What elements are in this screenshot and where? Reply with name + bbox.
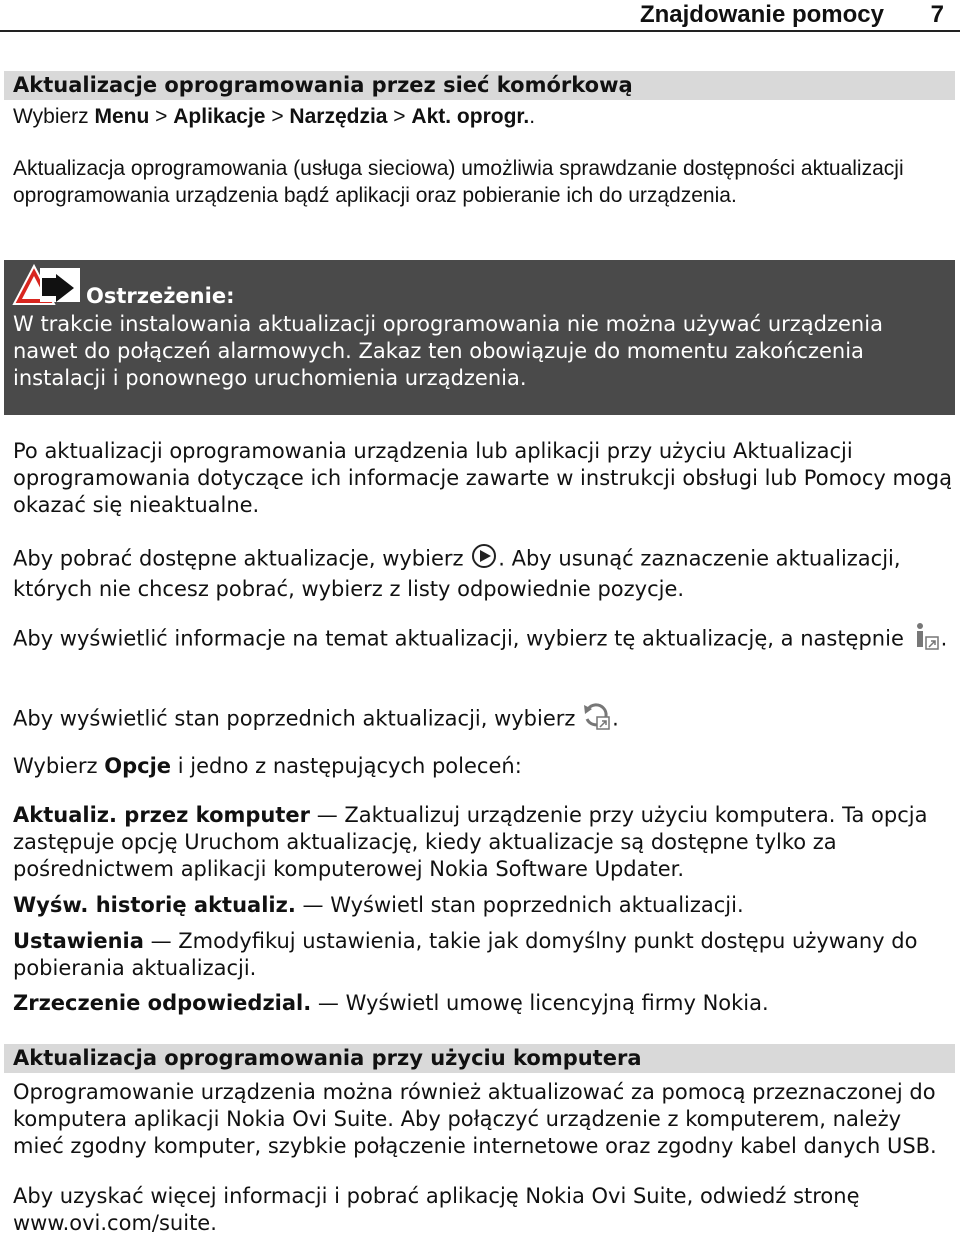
dash: — [316,803,338,827]
warning-box [4,260,955,415]
paragraph-update-info [13,621,953,658]
option-item [13,802,953,883]
option-description: Wyświetl stan poprzednich aktualizacji. [330,893,744,917]
option-description: Zaktualizuj urządzenie przy użyciu komputera. Ta opcja zastępuje opcję Uruchom aktualizację, kiedy aktualizacje są dostępne tylko za pośrednictwem aplikacji komputerowej Nokia Software Updater. [13,803,928,881]
section-heading-mobile-update: Aktualizacje oprogramowania przez sieć komórkową [4,71,955,100]
text-fragment: . Aby usunąć zaznaczenie aktualizacji, których nie chcesz pobrać, wybierz z listy odpowiednie pozycje. [13,546,901,601]
dash: — [150,929,172,953]
menu-separator: > [387,105,412,128]
option-term: Ustawienia [13,929,144,953]
menu-path-prefix: Wybierz [13,105,89,128]
history-icon [582,701,612,738]
menu-separator: > [265,105,290,128]
menu-item-applications: Aplikacje [173,105,266,128]
paragraph-download-updates [13,543,953,603]
menu-item-tools: Narzędzia [289,105,388,128]
text-fragment: . [612,706,619,731]
text-fragment: Wybierz [13,754,98,778]
warning-text: W trakcie instalowania aktualizacji oprogramowania nie można używać urządzenia nawet do połączeń alarmowych. Zakaz ten obowiązuje do momentu zakończenia instalacji i ponownego uruchomienia urządzenia. [13,312,883,390]
warning-title: Ostrzeżenie: [86,284,235,308]
option-term: Zrzeczenie odpowiedzial. [13,991,312,1015]
play-icon [470,543,498,576]
option-term: Wyśw. historię aktualiz. [13,893,296,917]
page-header-title: Znajdowanie pomocy [639,1,884,28]
text-fragment: Aby wyświetlić stan poprzednich aktualizacji, wybierz [13,706,576,731]
option-term: Aktualiz. przez komputer [13,803,311,827]
text-fragment: . [940,626,948,651]
menu-path-suffix: . [529,105,536,128]
text-fragment: i jedno z następujących poleceń: [177,754,522,778]
paragraph-update-history [13,701,953,738]
page-number: 7 [930,1,944,28]
dash: — [317,991,339,1015]
menu-separator: > [149,105,174,128]
paragraph-options-intro [13,753,953,780]
intro-paragraph: Aktualizacja oprogramowania (usługa sieciowa) umożliwia sprawdzanie dostępności aktualizacji oprogramowania urządzenia bądź aplikacji oraz pobieranie ich do urządzenia. [13,157,904,207]
paragraph-ovi-suite-link: Aby uzyskać więcej informacji i pobrać aplikację Nokia Ovi Suite, odwiedź stronę www.ovi.com/suite. [13,1184,860,1235]
menu-path [13,105,535,129]
text-fragment: Aby wyświetlić informacje na temat aktualizacji, wybierz tę aktualizację, a następnie [13,626,904,651]
option-description: Zmodyfikuj ustawienia, takie jak domyślny punkt dostępu używany do pobierania aktualizacji. [13,929,918,980]
menu-item-sw-update: Akt. oprogr. [411,105,530,128]
menu-item-menu: Menu [94,105,150,128]
text-fragment: Aby pobrać dostępne aktualizacje, wybierz [13,546,464,571]
info-icon [911,621,941,658]
dash: — [302,893,324,917]
option-description: Wyświetl umowę licencyjną firmy Nokia. [345,991,769,1015]
option-item [13,928,953,982]
paragraph-ovi-suite: Oprogramowanie urządzenia można również aktualizować za pomocą przeznaczonej do komputera aplikacji Nokia Ovi Suite. Aby połączyć urządzenie z komputerem, należy mieć zgodny komputer, szybkie połączenie internetowe oraz zgodny kabel danych USB. [13,1080,937,1158]
warning-triangle-icon [12,264,82,310]
option-item [13,990,953,1017]
page-header [0,0,960,32]
option-item [13,892,953,919]
options-label: Opcje [104,754,172,778]
section-heading-pc-update: Aktualizacja oprogramowania przy użyciu komputera [4,1044,955,1073]
paragraph-outdated-info: Po aktualizacji oprogramowania urządzenia lub aplikacji przy użyciu Aktualizacji oprogramowania dotyczące ich informacje zawarte w instrukcji obsługi lub Pomocy mogą okazać się nieaktualne. [13,439,952,517]
